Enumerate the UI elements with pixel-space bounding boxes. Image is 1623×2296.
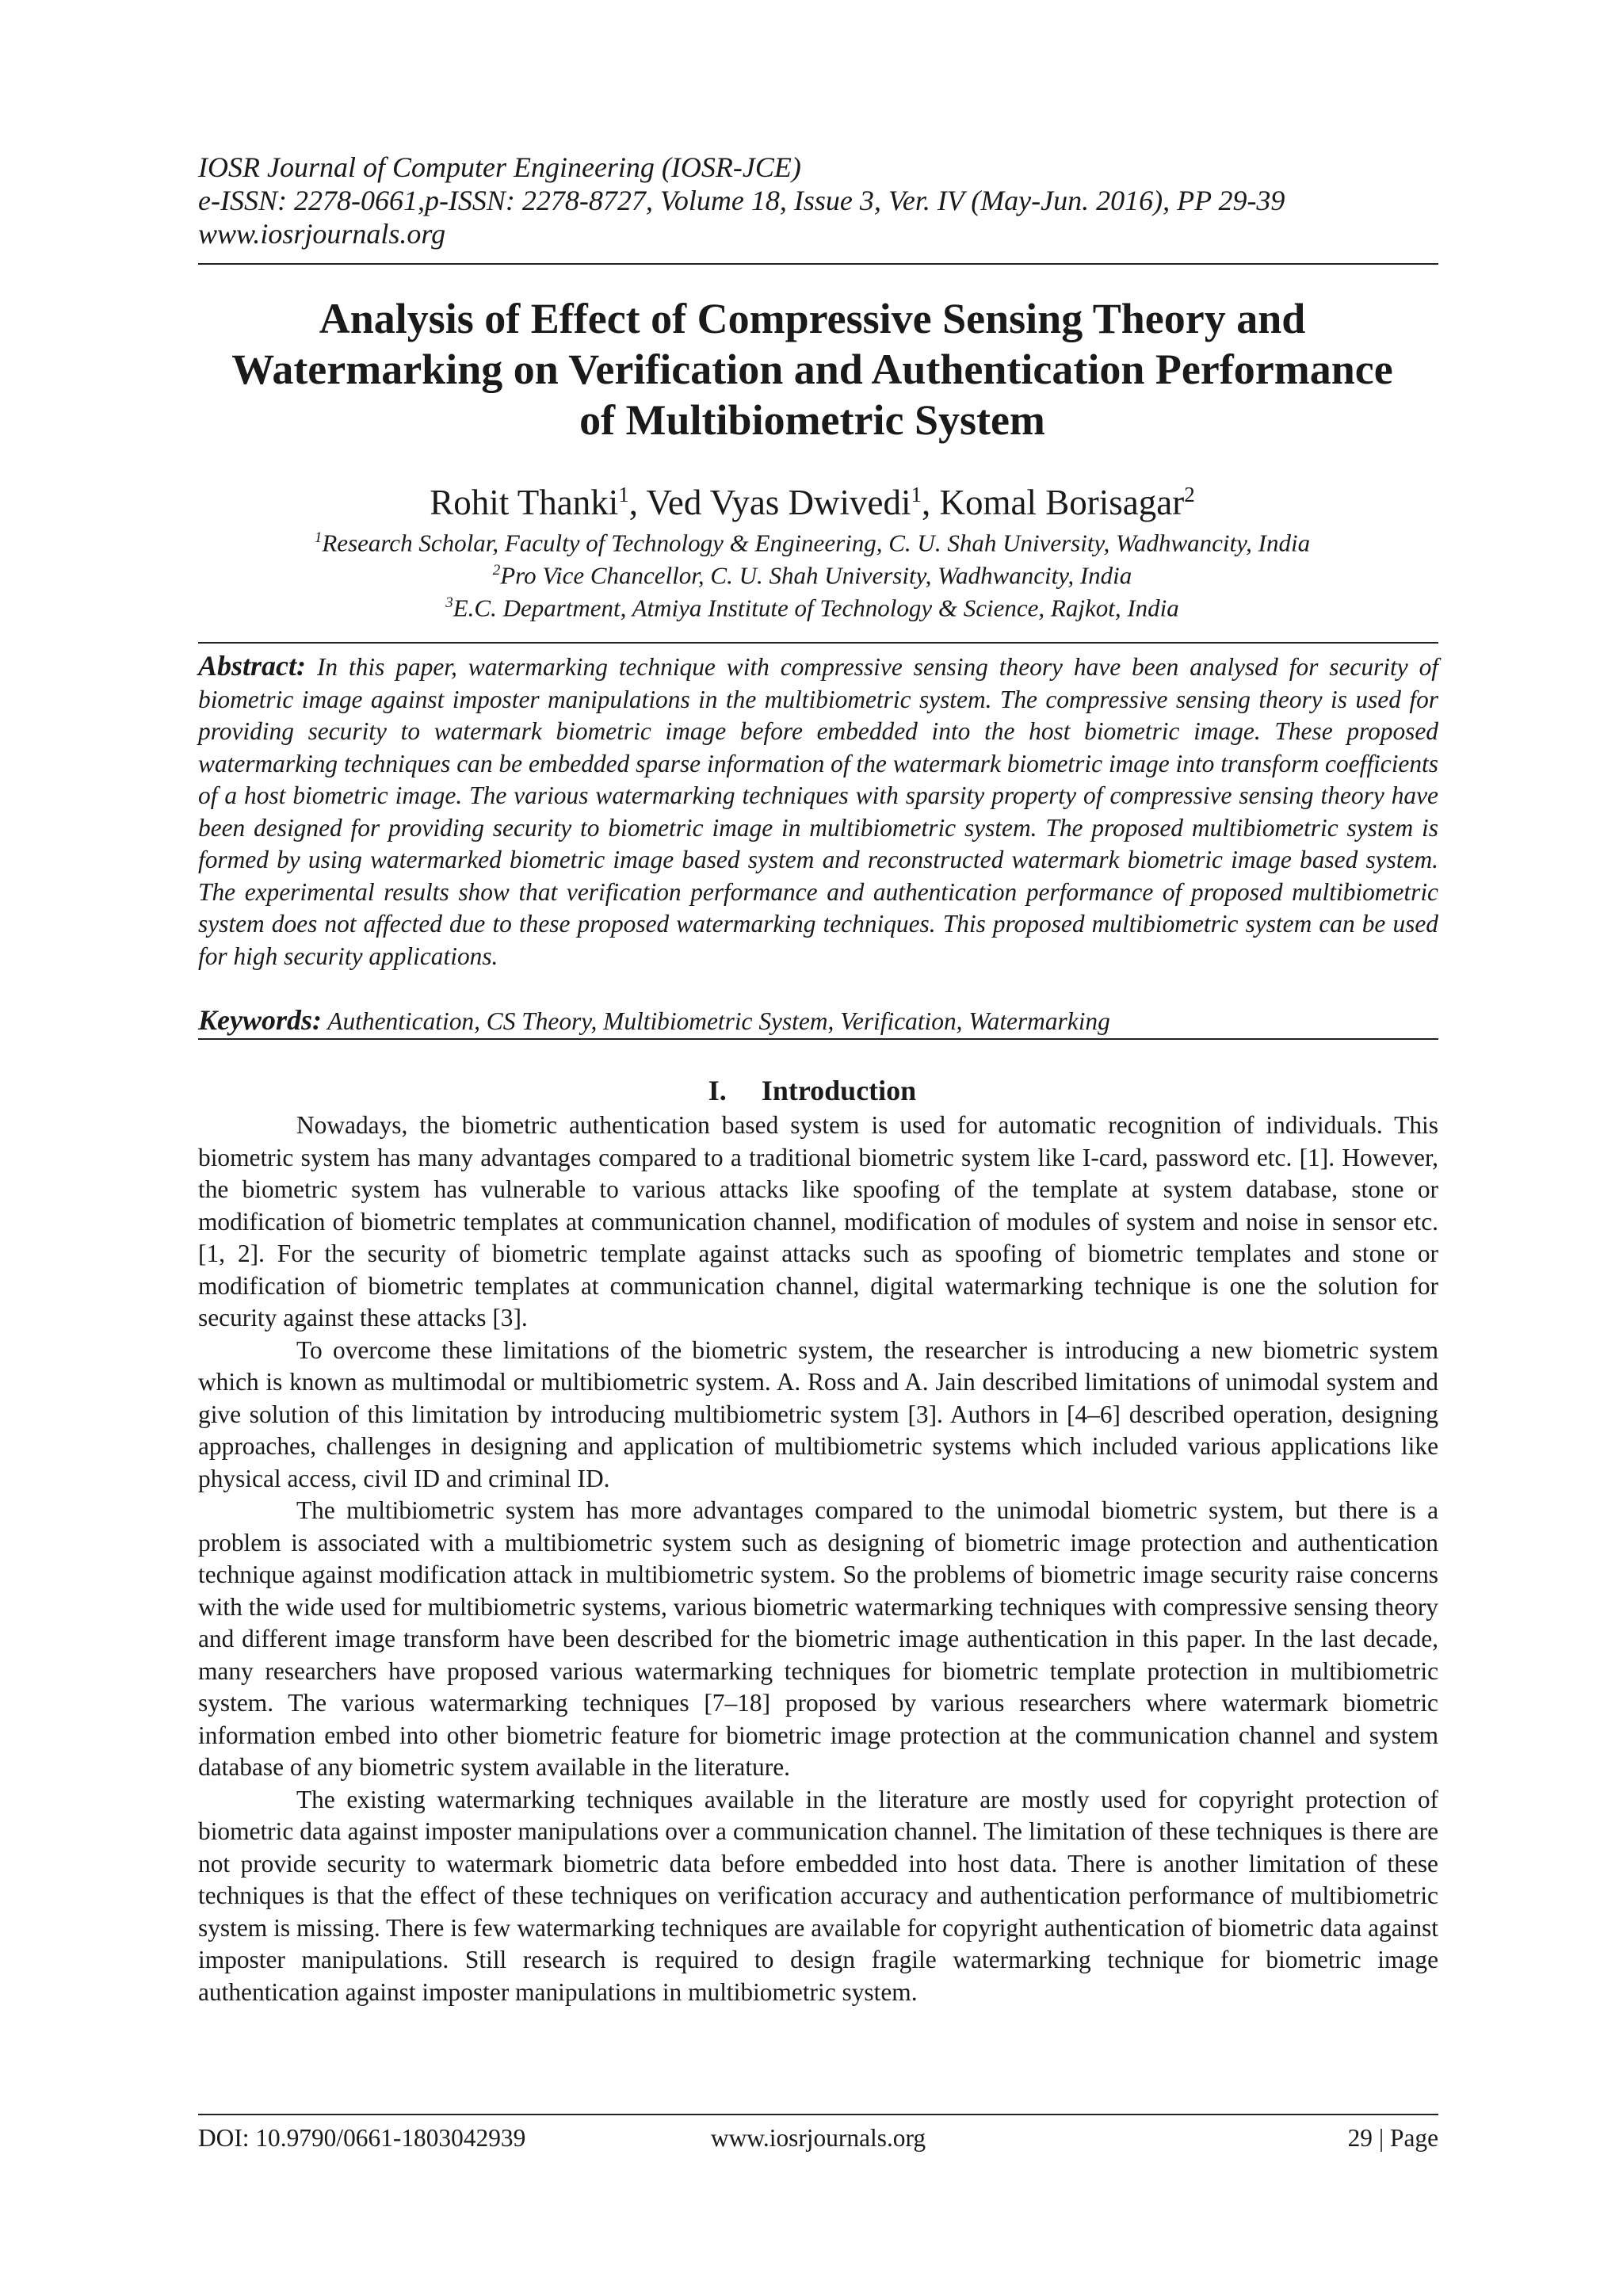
page-footer (198, 2121, 1438, 2156)
affiliation (119, 588, 1506, 623)
keywords-text: Authentication, CS Theory, Multibiometric System, Verification, Watermarking (327, 1007, 1110, 1035)
abstract-text: In this paper, watermarking technique with compressive sensing theory have been analysed for security of biometric image against imposter manipulations in the multibiometric system. The compressive sensing theory is used for providing security to watermark biometric image before embedded into the host biometric image. These proposed watermarking techniques can be embedded sparse information of the watermark biometric image into transform coefficients of a host biometric image. The various watermarking techniques with sparsity property of compressive sensing theory have been designed for providing security to biometric image in multibiometric system. The proposed multibiometric system is formed by using watermarked biometric image based system and reconstructed watermark biometric image based system. The experimental results show that verification performance and authentication performance of proposed multibiometric system does not affected due to these proposed watermarking techniques. This proposed multibiometric system can be used for high security applications. (198, 653, 1438, 970)
keywords-label: Keywords: (198, 1004, 322, 1036)
author-affiliation-mark: 1 (911, 483, 922, 506)
journal-website: www.iosrjournals.org (198, 218, 446, 250)
affiliation-mark: 2 (492, 562, 501, 579)
section-heading (119, 1073, 1506, 1108)
abstract-bottom-divider (198, 1038, 1438, 1040)
header-divider (198, 263, 1438, 265)
author-name: Rohit Thanki (430, 483, 619, 522)
section-number: I. (708, 1075, 727, 1106)
affiliation (119, 556, 1506, 590)
keywords (198, 1003, 1438, 1039)
section-title: Introduction (761, 1075, 917, 1106)
affiliation-text: E.C. Department, Atmiya Institute of Technology & Science, Rajkot, India (453, 594, 1179, 622)
journal-issn: e-ISSN: 2278-0661,p-ISSN: 2278-8727, Volume 18, Issue 3, Ver. IV (May-Jun. 2016), PP 29-39 (198, 185, 1285, 216)
author-affiliation-mark: 2 (1184, 483, 1195, 506)
footer-divider (198, 2114, 1438, 2115)
author-list (119, 473, 1506, 524)
title-line: of Multibiometric System (579, 396, 1045, 444)
affiliation-text: Research Scholar, Faculty of Technology & Engineering, C. U. Shah University, Wadhwancity, India (322, 529, 1311, 557)
paragraph: The existing watermarking techniques available in the literature are mostly used for copyright protection of biometric data against imposter manipulations over a communication channel. The limitation of these techniques is there are not provide security to watermark biometric data before embedded into host data. There is another limitation of these techniques is that the effect of these techniques on verification accuracy and authentication performance of multibiometric system is missing. There is few watermarking techniques are available for copyright authentication of biometric data against imposter manipulations. Still research is required to design fragile watermarking technique for biometric image authentication against imposter manipulations in multibiometric system. (198, 1785, 1438, 2006)
paragraph: The multibiometric system has more advantages compared to the unimodal biometric system, but there is a problem is associated with a multibiometric system such as designing of biometric image protection and authentication technique against modification attack in multibiometric system. So the problems of biometric image security raise concerns with the wide used for multibiometric systems, various biometric watermarking techniques with compressive sensing theory and different image transform have been described for the biometric image authentication in this paper. In the last decade, many researchers have proposed various watermarking techniques for biometric template protection in multibiometric system. The various watermarking techniques [7–18] proposed by various researchers where watermark biometric information embed into other biometric feature for biometric image protection at the communication channel and system database of any biometric system available in the literature. (198, 1496, 1438, 1781)
affiliation-mark: 1 (314, 529, 323, 546)
title-line: Watermarking on Verification and Authentication Performance (231, 346, 1393, 393)
author-affiliation-mark: 1 (618, 483, 629, 506)
affiliation (119, 523, 1506, 558)
footer-website: www.iosrjournals.org (710, 2124, 926, 2152)
footer-page-number: 29 | Page (1347, 2124, 1438, 2152)
paragraph: To overcome these limitations of the biometric system, the researcher is introducing a new biometric system which is known as multimodal or multibiometric system. A. Ross and A. Jain described limitations of unimodal system and give solution of this limitation by introducing multibiometric system [3]. Authors in [4–6] described operation, designing approaches, challenges in designing and application of multibiometric systems which included various applications like physical access, civil ID and criminal ID. (198, 1335, 1438, 1492)
author-name: Komal Borisagar (939, 483, 1185, 522)
author-separator: , (922, 483, 940, 522)
abstract-top-divider (198, 642, 1438, 644)
affiliation-text: Pro Vice Chancellor, C. U. Shah University, Wadhwancity, India (500, 561, 1132, 590)
affiliation-mark: 3 (445, 594, 453, 611)
abstract-label: Abstract: (198, 650, 307, 682)
author-separator: , (628, 483, 647, 522)
author-name: Ved Vyas Dwivedi (646, 483, 911, 522)
paper-title (119, 293, 1506, 445)
footer-doi: DOI: 10.9790/0661-1803042939 (198, 2124, 526, 2152)
journal-name: IOSR Journal of Computer Engineering (IOSR-JCE) (198, 151, 801, 183)
body-text (198, 1110, 1438, 2008)
journal-header (198, 151, 1426, 250)
title-line: Analysis of Effect of Compressive Sensing Theory and (319, 295, 1306, 342)
abstract (198, 650, 1438, 972)
paragraph: Nowadays, the biometric authentication based system is used for automatic recognition of individuals. This biometric system has many advantages compared to a traditional biometric system like I-card, password etc. [1]. However, the biometric system has vulnerable to various attacks like spoofing of the template at system database, stone or modification of biometric templates at communication channel, modification of modules of system and noise in sensor etc. [1, 2]. For the security of biometric template against attacks such as spoofing of biometric templates and stone or modification of biometric templates at communication channel, digital watermarking technique is one the solution for security against these attacks [3]. (198, 1111, 1438, 1331)
